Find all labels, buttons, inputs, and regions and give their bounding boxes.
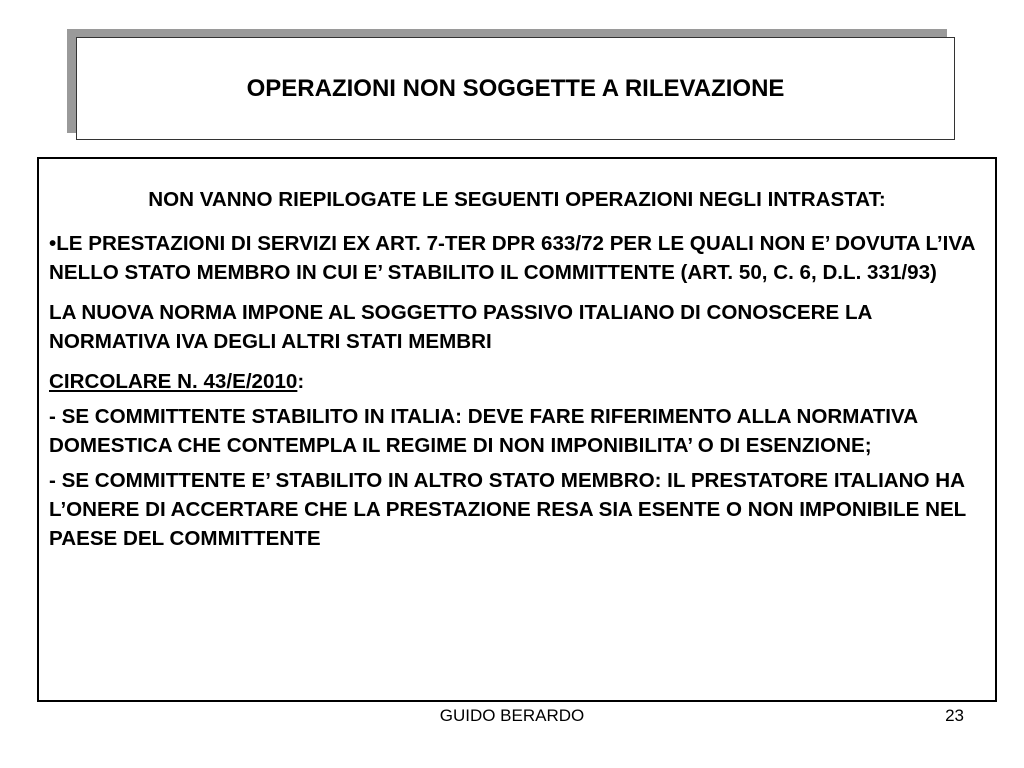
circolare-line: [49, 367, 985, 396]
page-number: 23: [945, 706, 964, 725]
circolare-reference: CIRCOLARE N. 43/E/2010: [49, 370, 298, 393]
title-box: [76, 37, 955, 140]
circolare-colon: :: [297, 370, 305, 393]
content-box: [37, 157, 997, 702]
footer-author: GUIDO BERARDO: [439, 706, 585, 725]
case-committente-italia: - SE COMMITTENTE STABILITO IN ITALIA: DEVE FARE RIFERIMENTO ALLA NORMATIVA DOMESTICA CHE CONTEMPLA IL REGIME DI NON IMPONIBILITA’ O DI ESENZIONE;: [49, 405, 918, 457]
bullet-prestazioni: •LE PRESTAZIONI DI SERVIZI EX ART. 7-TER DPR 633/72 PER LE QUALI NON E’ DOVUTA L’IVA NELLO STATO MEMBRO IN CUI E’ STABILITO IL COMMITTENTE (ART. 50, C. 6, D.L. 331/93): [49, 232, 975, 284]
content-body: [49, 185, 985, 559]
case-committente-altro-stato: - SE COMMITTENTE E’ STABILITO IN ALTRO STATO MEMBRO: IL PRESTATORE ITALIANO HA L’ONERE DI ACCERTARE CHE LA PRESTAZIONE RESA SIA ESENTE O NON IMPONIBILE NEL PAESE DEL COMMITTENTE: [49, 469, 966, 550]
slide-title: OPERAZIONI NON SOGGETTE A RILEVAZIONE: [246, 74, 785, 102]
content-heading: NON VANNO RIEPILOGATE LE SEGUENTI OPERAZIONI NEGLI INTRASTAT:: [148, 188, 886, 211]
paragraph-nuova-norma: LA NUOVA NORMA IMPONE AL SOGGETTO PASSIVO ITALIANO DI CONOSCERE LA NORMATIVA IVA DEGLI ALTRI STATI MEMBRI: [49, 301, 872, 353]
